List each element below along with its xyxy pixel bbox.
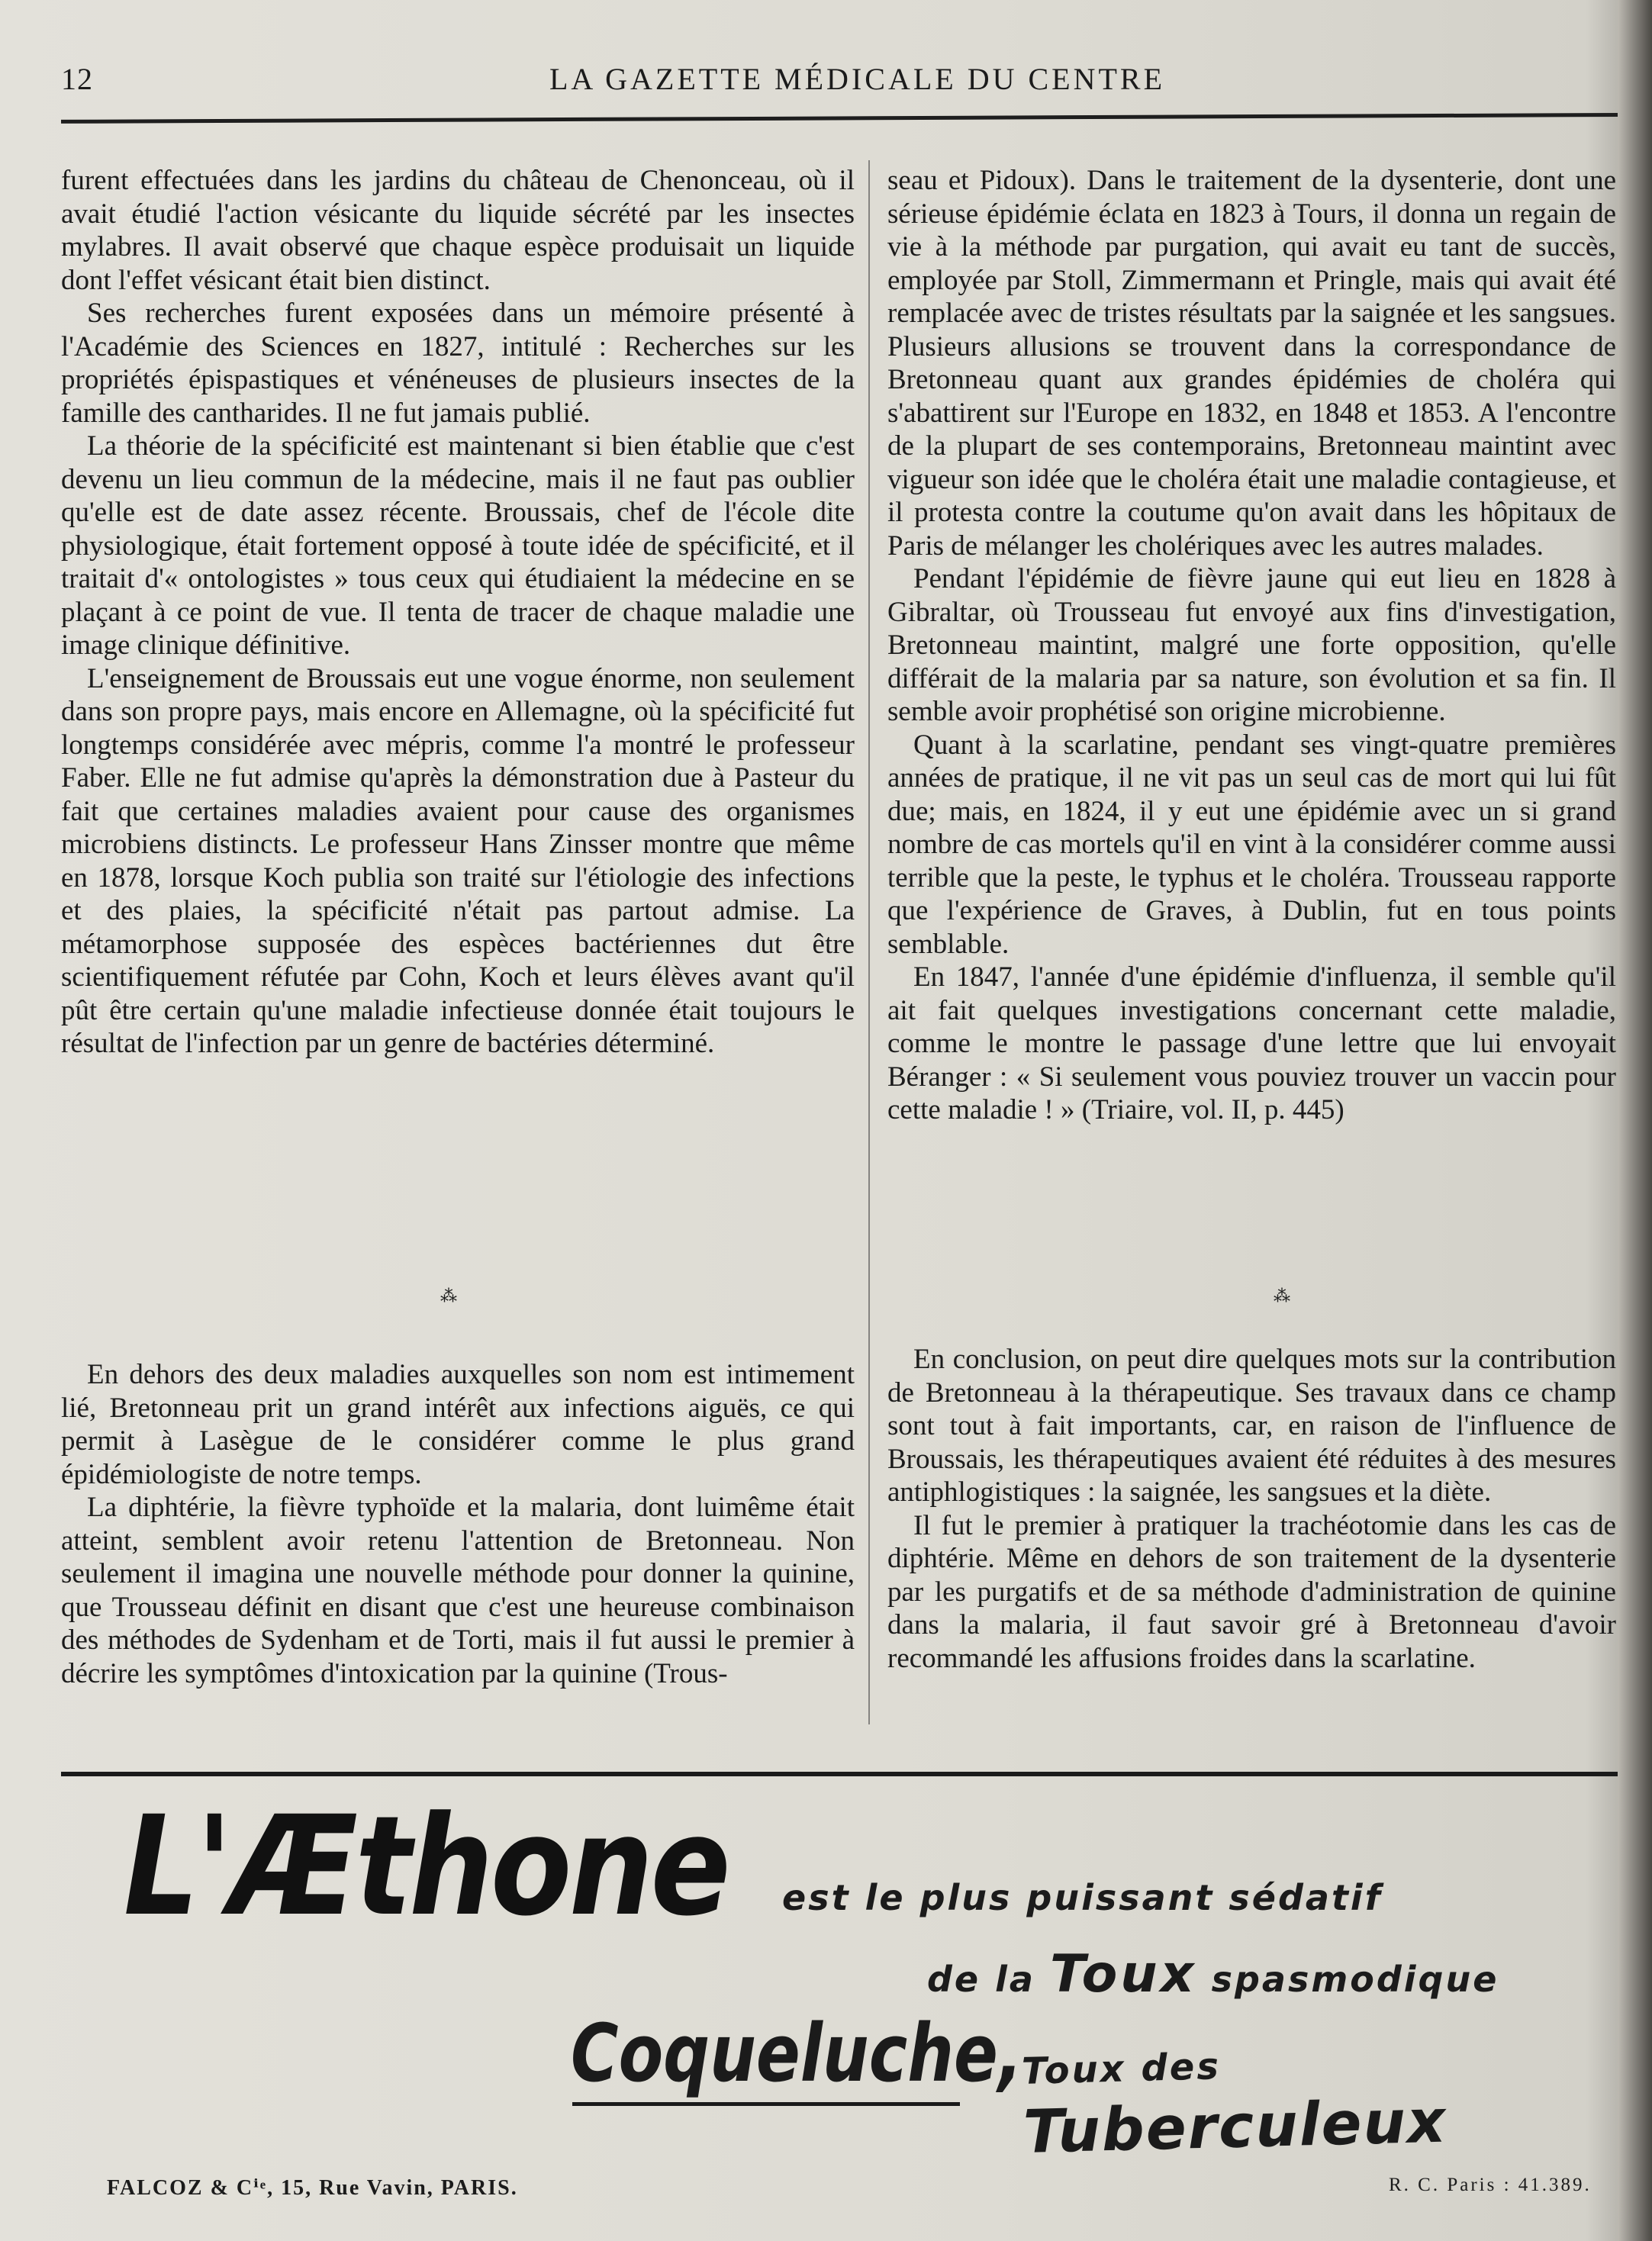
paragraph: En 1847, l'année d'une épidémie d'influenza, il semble qu'il ait fait quelques investigations concernant cette maladie, comme le montre le passage d'une lettre que lui envoyait Béranger : « Si seulement vous pouviez trouver un vaccin pour cette maladie ! » (Triaire, vol. II, p. 445): [887, 961, 1616, 1125]
ad-tagline: est le plus puissant sédatif: [782, 1877, 1383, 1918]
paragraph: Ses recherches furent exposées dans un mémoire présenté à l'Académie des Sciences en 1827, intitulé : Recherches sur les propriétés épispastiques et vénéneuses de plusieurs insectes de la famille des cantharides. Il ne fut jamais publié.: [61, 298, 855, 429]
ad-tagline-2: [927, 1944, 1499, 2004]
publisher-address: FALCOZ & Cⁱᵉ, 15, Rue Vavin, PARIS.: [107, 2176, 518, 2200]
ad-text: Toux des: [1021, 2045, 1222, 2094]
paragraph: La diphtérie, la fièvre typhoïde et la malaria, dont luimême était atteint, semblent avoir retenu l'attention de Bretonneau. Non seulement il imagina une nouvelle méthode pour donner la quinine, que Trousseau définit en disant que c'est une heureuse combinaison des méthodes de Sydenham et de Torti, mais il fut aussi le premier à décrire les symptômes d'intoxication par la quinine (Trous-: [61, 1492, 855, 1689]
left-column: [61, 164, 855, 1061]
right-column: [887, 164, 1616, 1127]
paragraph: Pendant l'épidémie de fièvre jaune qui eut lieu en 1828 à Gibraltar, où Trousseau fut envoyé aux fins d'investigation, Bretonneau maintint, malgré une forte opposition, qu'elle différait de la malaria par sa nature, son évolution et sa fin. Il semble avoir prophétisé son origine microbienne.: [887, 563, 1616, 727]
journal-title: LA GAZETTE MÉDICALE DU CENTRE: [549, 62, 1166, 96]
paragraph: L'enseignement de Broussais eut une vogue énorme, non seulement dans son propre pays, mais encore en Allemagne, où la spécificité fut longtemps considérée avec mépris, comme l'a montré le professeur Faber. Elle ne fut admise qu'après la démonstration due à Pasteur du fait que certaines maladies avaient pour cause des organismes microbiens distincts. Le professeur Hans Zinsser montre que même en 1878, lorsque Koch publia son traité sur l'étiologie des infections et des plaies, la spécificité n'était pas partout admise. La métamorphose supposée des espèces bactériennes dut être scientifiquement réfutée par Cohn, Koch et leurs élèves avant qu'il pût être certain qu'une maladie infectieuse donnée était toujours le résultat de l'infection par un genre de bactéries déterminé.: [61, 662, 855, 1059]
section-separator: ⁂: [1274, 1286, 1290, 1306]
ad-text: de la: [927, 1959, 1035, 2000]
advertisement: [0, 1778, 1652, 2236]
header-rule: [61, 113, 1618, 124]
section-separator: ⁂: [440, 1286, 457, 1306]
paragraph: En dehors des deux maladies auxquelles son nom est intimement lié, Bretonneau prit un grand intérêt aux infections aiguës, ce qui permit à Lasègue de le considérer comme le plus grand épidémiologiste de notre temps.: [61, 1359, 855, 1490]
ad-underline: [572, 2102, 960, 2106]
paragraph: seau et Pidoux). Dans le traitement de la dysenterie, dont une sérieuse épidémie éclata en 1823 à Tours, il donna un regain de vie à la méthode par purgation, qui avait eu tant de succès, employée par Stoll, Zimmermann et Pringle, mais qui avait été remplacée avec de tristes résultats par la saignée et les sangsues. Plusieurs allusions se trouvent dans la correspondance de Bretonneau quant aux grandes épidémies de choléra qui s'abattirent sur l'Europe en 1832, en 1848 et 1853. A l'encontre de la plupart de ses contemporains, Bretonneau maintint avec vigueur son idée que le choléra était une maladie contagieuse, et il protesta contre la coutume qu'on avait dans les hôpitaux de Paris de mélanger les cholériques avec les autres malades.: [887, 165, 1616, 562]
column-divider: [868, 160, 870, 1724]
ad-tagline-3: [1021, 2013, 1652, 2167]
registration-number: R. C. Paris : 41.389.: [1389, 2175, 1592, 2195]
right-column-continued: [887, 1343, 1616, 1675]
page-header: [61, 55, 1618, 108]
paragraph: Il fut le premier à pratiquer la trachéotomie dans les cas de diphtérie. Même en dehors de son traitement de la dysenterie par les purgatifs et de sa méthode d'administration de quinine dans la malaria, il faut savoir gré à Bretonneau d'avoir recommandé les affusions froides dans la scarlatine.: [887, 1509, 1616, 1674]
paragraph: La théorie de la spécificité est maintenant si bien établie que c'est devenu un lieu commun de la médecine, mais il ne faut pas oublier qu'elle est de date assez récente. Broussais, chef de l'école dite physiologique, était fortement opposé à toute idée de spécificité, et il traitait d'« ontologistes » tous ceux qui étudiaient la médecine en se plaçant à ce point de vue. Il tenta de tracer de chaque maladie une image clinique définitive.: [61, 430, 855, 661]
ad-emphasis: Toux: [1049, 1944, 1197, 2004]
page-number: 12: [61, 62, 93, 96]
paragraph: En conclusion, on peut dire quelques mots sur la contribution de Bretonneau à la thérapeutique. Ses travaux dans ce champ sont tout à fait importants, car, en raison de l'influence de Broussais, les thérapeutiques avaient été réduites à des mesures antiphlogistiques : la saignée, les sangsues et la diète.: [887, 1344, 1616, 1508]
ad-product-name: Coqueluche,: [571, 2007, 1023, 2100]
left-column-continued: [61, 1358, 855, 1690]
ad-text: spasmodique: [1211, 1959, 1499, 2000]
advertisement-rule: [61, 1772, 1618, 1776]
ad-brand-name: L'Æthone: [124, 1787, 729, 1946]
ad-emphasis: Tuberculeux: [1022, 2087, 1448, 2167]
paragraph: furent effectuées dans les jardins du château de Chenonceau, où il avait étudié l'action vésicante du liquide sécrété par les insectes mylabres. Il avait observé que chaque espèce produisait un liquide dont l'effet vésicant était bien distinct.: [61, 165, 855, 296]
paragraph: Quant à la scarlatine, pendant ses vingt-quatre premières années de pratique, il ne vit pas un seul cas de mort qui lui fût due; mais, en 1824, il y eut une épidémie avec un si grand nombre de cas mortels qu'il en vint à la considérer comme aussi terrible que la peste, le typhus et le choléra. Trousseau rapporte que l'expérience de Graves, à Dublin, fut en tous points semblable.: [887, 729, 1616, 960]
